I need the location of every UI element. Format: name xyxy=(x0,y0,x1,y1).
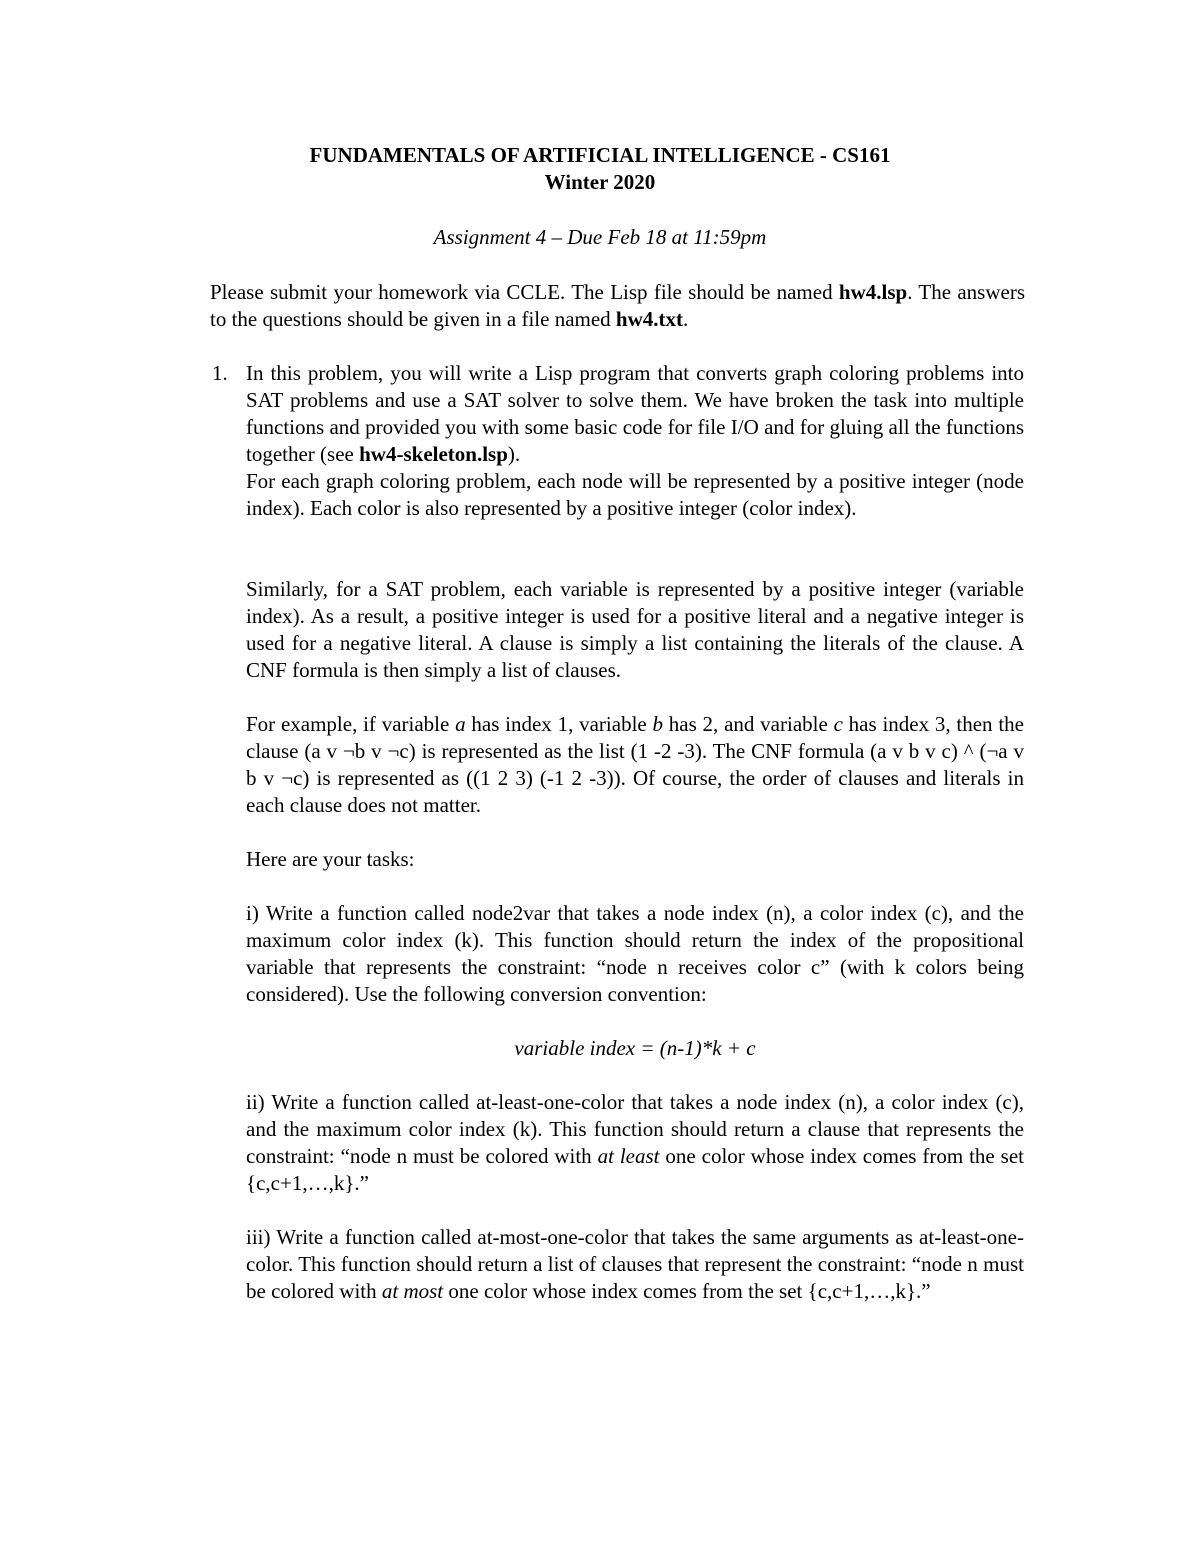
problem-1-representation: For each graph coloring problem, each node will be represented by a positive integer (node index). Each color is also represented by a positive integer (color index). xyxy=(246,469,1024,520)
task-3-paragraph xyxy=(246,1224,1024,1305)
problem-number: 1. xyxy=(212,361,228,385)
var-b: b xyxy=(652,712,664,736)
cnf-example-paragraph xyxy=(246,711,1024,819)
var-c: c xyxy=(833,712,843,736)
task-2-emphasis: at least xyxy=(597,1144,660,1168)
course-title: FUNDAMENTALS OF ARTIFICIAL INTELLIGENCE - CS161 xyxy=(309,143,891,167)
skeleton-filename: hw4-skeleton.lsp xyxy=(359,442,508,466)
term-heading: Winter 2020 xyxy=(544,170,656,194)
p1-text-1: In this problem, you will write a Lisp program that converts graph coloring problems into SAT problems and use a SAT solver to solve them. We have broken the task into multiple functions and provided you with some basic code for file I/O and for gluing all the functions together (see xyxy=(246,361,1024,466)
p3-text-d: has index 3, then the clause (a v ¬b v ¬c) is represented as the list (1 -2 -3). The CNF formula (a v b v c) ^ (¬a v b v ¬c) is represented as ((1 2 3) (-1 2 -3)). Of course, the order of clauses and literals in each clause does not matter. xyxy=(246,712,1024,817)
p1-text-2: ). xyxy=(507,442,521,466)
tasks-intro: Here are your tasks: xyxy=(246,847,415,871)
task-3-text-a: iii) Write a function called at-most-one-color that takes the same arguments as at-least-one-color. This function should return a list of clauses that represent the constraint: “node n must be colored with xyxy=(246,1225,1024,1303)
task-2-paragraph xyxy=(246,1089,1024,1197)
intro-text-1: Please submit your homework via CCLE. The Lisp file should be named xyxy=(210,280,839,304)
assignment-due-line: Assignment 4 – Due Feb 18 at 11:59pm xyxy=(433,225,767,249)
task-2-text-a: ii) Write a function called at-least-one-color that takes a node index (n), a color index (c), and the maximum color index (k). This function should return a clause that represents the constraint: “node n must be colored with xyxy=(246,1090,1024,1168)
problem-1-intro xyxy=(246,360,1024,468)
intro-text-3: . xyxy=(683,307,689,331)
txt-filename: hw4.txt xyxy=(615,307,684,331)
task-1-paragraph: i) Write a function called node2var that takes a node index (n), a color index (c), and the maximum color index (k). This function should return the index of the propositional variable that represents the constraint: “node n receives color c” (with k colors being considered). Use the following conversion convention: xyxy=(246,901,1024,1006)
task-3-emphasis: at most xyxy=(381,1279,444,1303)
lisp-filename: hw4.lsp xyxy=(838,280,908,304)
var-a: a xyxy=(455,712,466,736)
task-3-text-b: one color whose index comes from the set {c,c+1,…,k}.” xyxy=(443,1279,931,1303)
sat-representation-paragraph: Similarly, for a SAT problem, each variable is represented by a positive integer (variable index). As a result, a positive integer is used for a positive literal and a negative integer is used for a negative literal. A clause is simply a list containing the literals of the clause. A CNF formula is then simply a list of clauses. xyxy=(246,577,1024,682)
intro-text-2: . The answers to the questions should be given in a file named xyxy=(210,280,1025,331)
submission-instructions xyxy=(210,279,1025,333)
p3-text-c: has 2, and variable xyxy=(663,712,834,736)
task-2-text-b: one color whose index comes from the set {c,c+1,…,k}.” xyxy=(246,1144,1024,1195)
p3-text-a: For example, if variable xyxy=(246,712,456,736)
variable-index-formula: variable index = (n-1)*k + c xyxy=(514,1036,756,1060)
p3-text-b: has index 1, variable xyxy=(465,712,653,736)
